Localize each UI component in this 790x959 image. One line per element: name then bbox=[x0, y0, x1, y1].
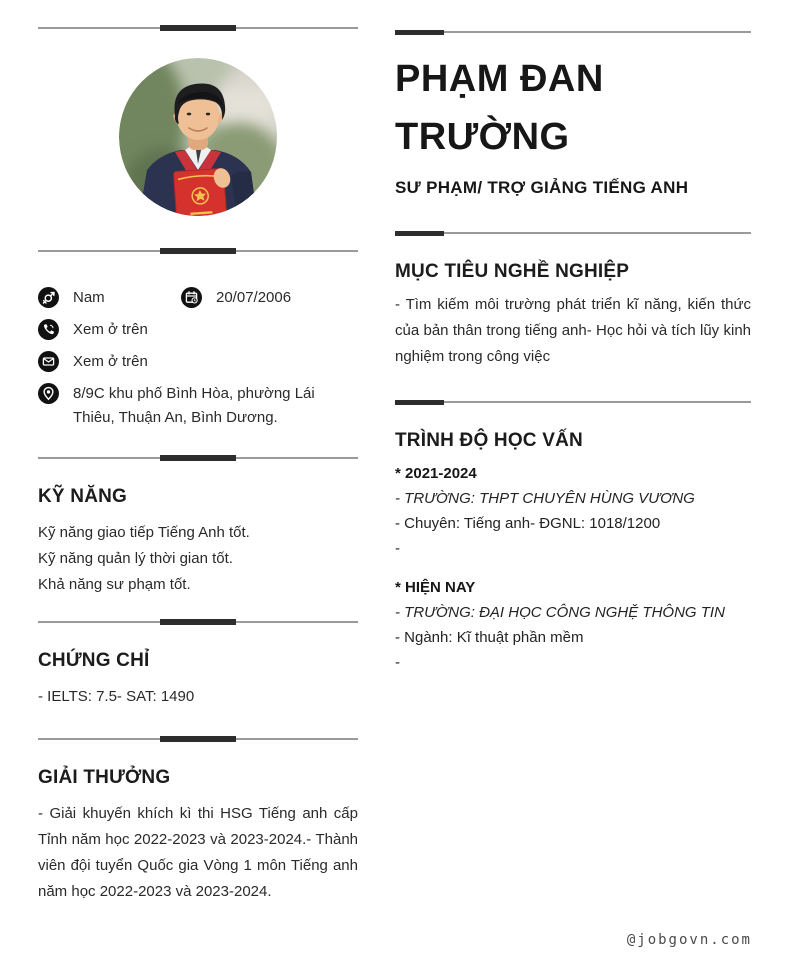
education-detail: - Chuyên: Tiếng anh- ĐGNL: 1018/1200 bbox=[395, 515, 661, 532]
education-school: - TRƯỜNG: THPT CHUYÊN HÙNG VƯƠNG bbox=[395, 490, 695, 507]
objective-content: - Tìm kiếm môi trường phát triển kĩ năng, kiến thức của bản thân trong tiếng anh- Học hỏi và tích lũy kinh nghiệm trong công việc bbox=[395, 296, 751, 365]
education-entry bbox=[395, 575, 751, 675]
info-row-gender-dob bbox=[38, 287, 358, 308]
skill-item: Kỹ năng quản lý thời gian tốt. bbox=[38, 550, 233, 567]
gender-value: Nam bbox=[73, 289, 105, 306]
education-detail: - Ngành: Kĩ thuật phần mềm bbox=[395, 629, 584, 646]
phone-value: Xem ở trên bbox=[73, 321, 148, 338]
skill-item: Kỹ năng giao tiếp Tiếng Anh tốt. bbox=[38, 524, 250, 541]
divider bbox=[38, 619, 358, 626]
skill-item: Khả năng sư phạm tốt. bbox=[38, 576, 191, 593]
candidate-name: PHẠM ĐAN TRƯỜNG bbox=[395, 58, 604, 158]
objective-heading: MỤC TIÊU NGHỀ NGHIỆP bbox=[395, 261, 630, 282]
gender-icon bbox=[38, 287, 59, 308]
phone-icon bbox=[38, 319, 59, 340]
education-period: * 2021-2024 bbox=[395, 465, 477, 482]
awards-heading: GIẢI THƯỞNG bbox=[38, 767, 171, 788]
profile-photo-illustration bbox=[119, 58, 277, 216]
email-value: Xem ở trên bbox=[73, 353, 148, 370]
watermark: @jobgovn.com bbox=[626, 932, 752, 948]
job-title: SƯ PHẠM/ TRỢ GIẢNG TIẾNG ANH bbox=[395, 178, 689, 197]
education-period: * HIỆN NAY bbox=[395, 579, 476, 596]
email-icon bbox=[38, 351, 59, 372]
divider bbox=[38, 25, 358, 32]
profile-photo bbox=[119, 58, 277, 216]
divider bbox=[395, 400, 751, 406]
location-icon bbox=[38, 383, 59, 404]
skills-list bbox=[38, 520, 358, 598]
certificates-heading: CHỨNG CHỈ bbox=[38, 650, 150, 671]
divider bbox=[395, 231, 751, 237]
awards-content: - Giải khuyến khích kì thi HSG Tiếng anh cấp Tỉnh năm học 2022-2023 và 2023-2024.- Thành viên đội tuyển Quốc gia Vòng 1 môn Tiếng anh năm học 2022-2023 và 2023-2024. bbox=[38, 805, 358, 900]
education-extra: - bbox=[395, 654, 400, 671]
certificates-content: - IELTS: 7.5- SAT: 1490 bbox=[38, 688, 195, 705]
address-value: 8/9C khu phố Bình Hòa, phường Lái Thiêu, Thuận An, Bình Dương. bbox=[73, 385, 315, 426]
info-row-phone bbox=[38, 319, 358, 340]
info-row-email bbox=[38, 351, 358, 372]
education-school: - TRƯỜNG: ĐẠI HỌC CÔNG NGHỆ THÔNG TIN bbox=[395, 604, 725, 621]
left-column bbox=[38, 0, 358, 905]
personal-info bbox=[38, 287, 358, 430]
info-row-address bbox=[38, 383, 358, 430]
divider bbox=[395, 30, 751, 36]
divider bbox=[38, 736, 358, 743]
education-entry bbox=[395, 461, 751, 561]
divider bbox=[38, 248, 358, 255]
education-extra: - bbox=[395, 540, 400, 557]
right-column bbox=[395, 0, 751, 689]
dob-value: 20/07/2006 bbox=[216, 289, 292, 306]
education-heading: TRÌNH ĐỘ HỌC VẤN bbox=[395, 430, 583, 451]
skills-heading: KỸ NĂNG bbox=[38, 486, 128, 507]
calendar-icon bbox=[181, 287, 202, 308]
divider bbox=[38, 455, 358, 462]
